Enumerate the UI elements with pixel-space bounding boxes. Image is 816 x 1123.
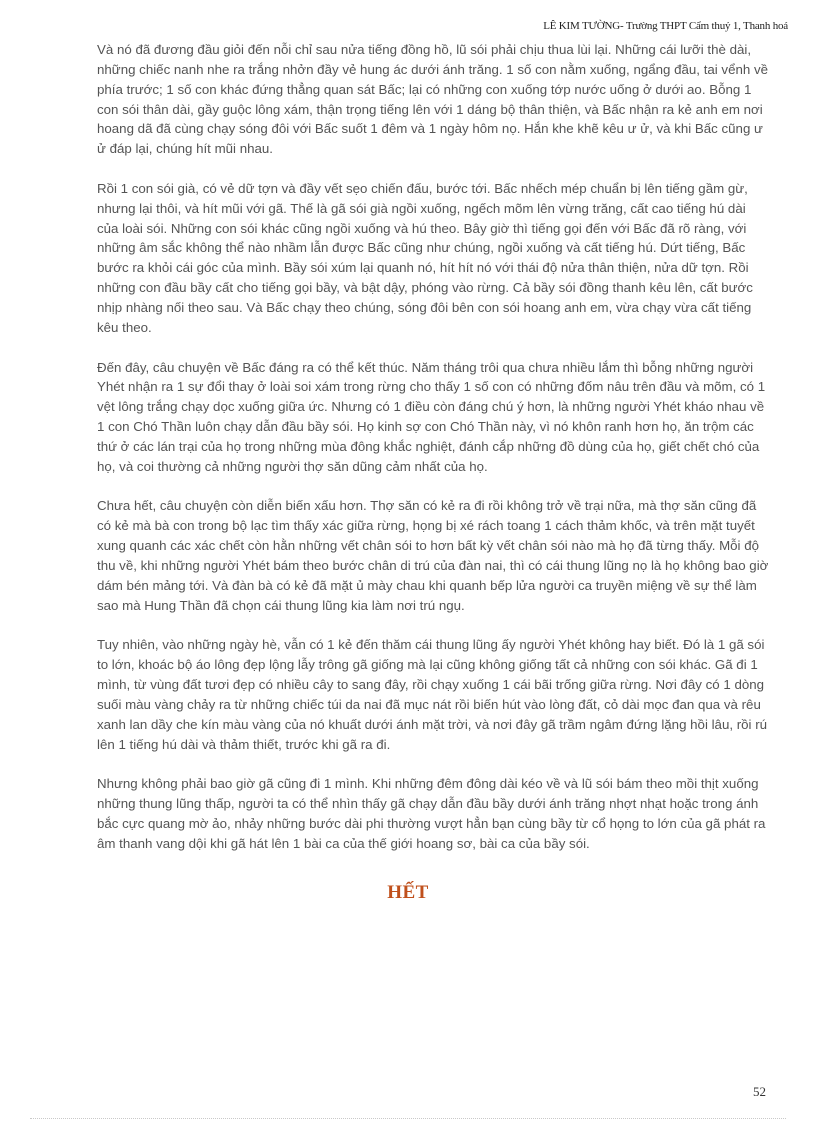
paragraph: Tuy nhiên, vào những ngày hè, vẫn có 1 kẻ đến thăm cái thung lũng ấy người Yhét không hay biết. Đó là 1 gã sói to lớn, khoác bộ áo lông đẹp lộng lẫy trông gã giống mà lại cũng không giống tất cả những con sói khác. Gã đi 1 mình, từ vùng đất tươi đẹp có nhiều cây to sang đây, rồi chạy xuống 1 cái bãi trống giữa rừng. Nơi đây có 1 dòng suối màu vàng chảy ra từ những chiếc túi da nai đã mục nát rồi biến hút vào lòng đất, cỏ dài mọc đan qua và rêu xanh lan dầy che kín màu vàng của nó khuất dưới ánh mặt trời, và nơi đây gã trầm ngâm đứng lặng hồi lâu, rồi rú lên 1 tiếng hú dài và thảm thiết, trước khi gã ra đi.	[97, 637, 768, 752]
paragraph: Chưa hết, câu chuyện còn diễn biến xấu hơn. Thợ săn có kẻ ra đi rồi không trở về trại nữa, mà thợ săn cũng đã có kẻ mà bà con trong bộ lạc tìm thấy xác giữa rừng, họng bị xé rách toang 1 cách thảm khốc, và trên mặt tuyết xung quanh các xác chết còn hằn những vết chân sói to hơn bất kỳ vết chân sói nào mà họ đã từng thấy. Mỗi độ thu về, khi những người Yhét bám theo bước chân di trú của đàn nai, thì có cái thung lũng nọ là họ không bao giờ dám bén mảng tới. Và đàn bà có kẻ đã mặt ủ mày chau khi quanh bếp lửa người ca truyền miệng về sự thể làm sao mà Hung Thần đã chọn cái thung lũng kia làm nơi trú ngụ.	[97, 498, 769, 613]
paragraph: Và nó đã đương đầu giỏi đến nỗi chỉ sau nửa tiếng đồng hồ, lũ sói phải chịu thua lùi lại. Những cái lưỡi thè dài, những chiếc nanh nhe ra trắng nhởn đầy vẻ hung ác dưới ánh trăng. 1 số con nằm xuống, ngẩng đầu, tai vểnh về phía trước; 1 số con khác đứng thẳng quan sát Bấc; lại có những con xuống tớp nước uống ở dưới ao. Bỗng 1 con sói thân dài, gầy guộc lông xám, thận trọng tiếng lên với 1 dáng bộ thân thiện, và Bấc nhận ra kẻ anh em nơi hoang dã đã cùng chạy sóng đôi với Bấc suốt 1 đêm và 1 ngày hôm nọ. Hắn khe khẽ kêu ư ử, và khi Bấc cũng ư ử đáp lại, chúng hít mũi nhau.	[97, 42, 768, 157]
paragraph: Đến đây, câu chuyện về Bấc đáng ra có thể kết thúc. Năm tháng trôi qua chưa nhiều lắm thì bỗng những người Yhét nhận ra 1 sự đổi thay ở loài soi xám trong rừng cho thấy 1 số con có những đốm nâu trên đầu và mõm, có 1 vệt lông trắng chạy dọc xuống giữa ức. Nhưng có 1 điều còn đáng chú ý hơn, là những người Yhét kháo nhau về 1 con Chó Thần luôn chạy dẫn đầu bầy sói. Họ kinh sợ con Chó Thần này, vì nó khôn ranh hơn họ, ăn trộm các thứ ở các lán trại của họ trong những mùa đông khắc nghiệt, đánh cắp những đồ dùng của họ, giết chết chó của họ, và coi thường cả những người thợ săn dũng cảm nhất của họ.	[97, 359, 766, 474]
footer-divider	[30, 1118, 786, 1119]
page-number: 52	[753, 1084, 766, 1099]
paragraph: Rồi 1 con sói già, có vẻ dữ tợn và đầy vết sẹo chiến đấu, bước tới. Bấc nhếch mép chuẩn bị lên tiếng gầm gừ, nhưng lại thôi, và hít mũi với gã. Thế là gã sói già ngồi xuống, ngếch mõm lên vừng trăng, cất cao tiếng hú dài của loài sói. Những con sói khác cũng ngồi xuống và hú theo. Bây giờ thì tiếng gọi đến với Bấc đã rõ ràng, với những âm sắc không thể nào nhầm lẫn được Bấc cũng như chúng, ngồi xuống và cất tiếng hú. Dứt tiếng, Bấc bước ra khỏi cái góc của mình. Bầy sói xúm lại quanh nó, hít hít nó với thái độ nửa thân thiện, nửa dữ tợn. Rồi những con đầu bầy cất cho tiếng gọi bầy, và bật dậy, phóng vào rừng. Cả bầy sói đồng thanh kêu lên, cất bước nhịp nhàng nối theo sau. Và Bấc chạy theo chúng, sóng đôi bên con sói hoang anh em, vừa chạy vừa cất tiếng kêu theo.	[97, 180, 753, 335]
paragraph: Nhưng không phải bao giờ gã cũng đi 1 mình. Khi những đêm đông dài kéo về và lũ sói bám theo mồi thịt xuống những thung lũng thấp, người ta có thể nhìn thấy gã chạy dẫn đầu bầy dưới ánh trăng nhợt nhạt hoặc trong ánh bắc cực quang mờ ảo, nhảy những bước dài phi thường vượt hẳn bạn cùng bầy từ cổ họng to lớn của gã phát ra âm thanh vang dội khi gã hát lên 1 bài ca của thế giới hoang sơ, bài ca của bầy sói.	[97, 776, 766, 851]
running-header: LÊ KIM TƯỜNG- Trường THPT Cẩm thuỷ 1, Thanh hoá	[543, 20, 788, 32]
story-body	[97, 40, 769, 873]
end-title: HẾT	[387, 882, 429, 903]
